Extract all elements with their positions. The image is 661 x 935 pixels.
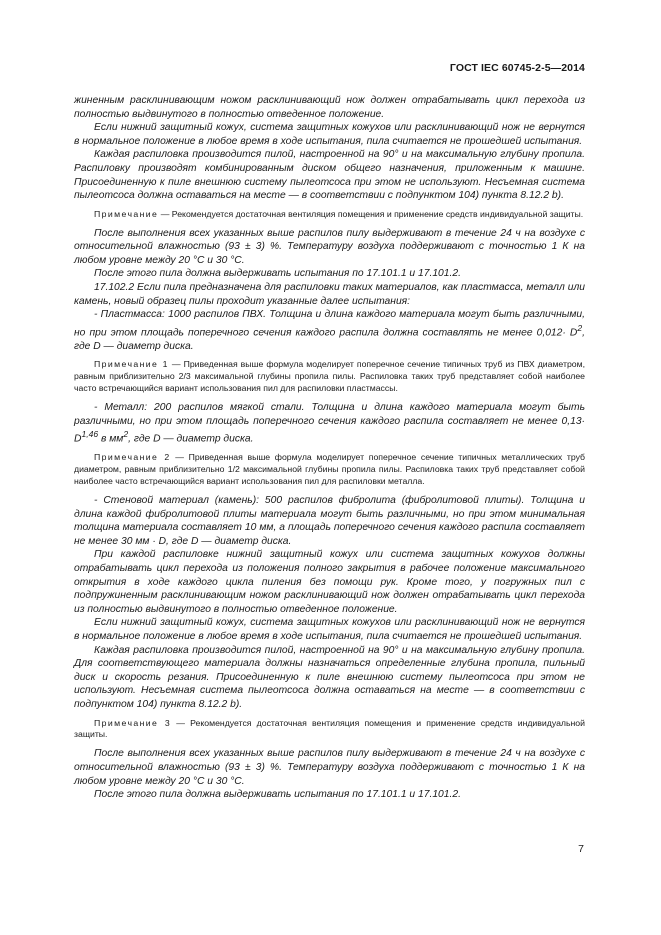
paragraph: Если нижний защитный кожух, система защитных кожухов или расклинивающий нож не вернутся в нормальное положение в любое время в ходе испытания, пила считается не прошедшей испытания. xyxy=(74,617,585,642)
note xyxy=(74,718,585,742)
paragraph: После этого пила должна выдерживать испытания по 17.101.1 и 17.101.2. xyxy=(94,268,461,280)
paragraph: Каждая распиловка производится пилой, настроенной на 90° и на максимальную глубину пропила. Распиловку производят комбинированным диском общего назначения, приложенным к машине. Присоединенную к пиле внешнюю систему пылеотсоса при этом не используют. Несъемная система пылеотсоса должна оставаться на месте — в соответствии с подпунктом 104) пункта 8.12.2 b). xyxy=(74,149,585,202)
page-number: 7 xyxy=(578,843,584,855)
note-label: Примечание 1 xyxy=(94,359,169,370)
paragraph: 17.102.2 Если пила предназначена для распиловки таких материалов, как пластмасса, металл или камень, новый образец пилы проходит указанные далее испытания: xyxy=(74,282,585,307)
paragraph: После этого пила должна выдерживать испытания по 17.101.1 и 17.101.2. xyxy=(94,789,461,801)
note xyxy=(74,452,585,488)
superscript: 2 xyxy=(577,322,583,333)
paragraph: При каждой распиловке нижний защитный кожух или система защитных кожухов должны отрабатывать цикл перехода из положения полного закрытия в рабочее положение максимального открытия в ходе каждого цикла пиления без помощи рук. Кроме того, у погружных пил с подпружиненным расклинивающим ножом расклинивающий нож должен отрабатывать цикл перехода из полностью выдвинутого в полностью отведенное положение. xyxy=(74,549,585,615)
text-run: - Металл: 200 распилов мягкой стали. Толщина и длина каждого материала могут быть различными, но при этом площадь поперечного сечения каждого распила составляет не менее 0,13· D xyxy=(74,402,585,445)
paragraph xyxy=(74,308,585,353)
text-run: , где D — диаметр диска. xyxy=(74,327,585,352)
paragraph: После выполнения всех указанных выше распилов пилу выдерживают в течение 24 ч на воздухе с относительной влажностью (93 ± 3) %. Температуру воздуха поддерживают с точностью 1 К на любом уровне между 20 °С и 30 °С. xyxy=(74,227,585,266)
note-label: Примечание xyxy=(94,208,159,219)
text-run: в мм xyxy=(98,433,124,445)
note-text: — Рекомендуется достаточная вентиляция помещения и применение средств индивидуальной защиты. xyxy=(158,208,584,219)
paragraph: жиненным расклинивающим ножом расклинивающий нож должен отрабатывать цикл перехода из полностью выдвинутого в полностью отведенное положение. xyxy=(74,95,585,120)
note-label: Примечание 2 xyxy=(94,452,171,463)
paragraph: Каждая распиловка производится пилой, настроенной на 90° и на максимальную глубину пропила. Для соответствующего материала должны назначаться определенные глубина пропила, пильный диск и скорость резания. Присоединенную к пиле внешнюю систему пылеотсоса при этом не используют. Несъемная система пылеотсоса должна оставаться на месте — в соответствии с подпунктом 104) пункта 8.12.2 b). xyxy=(74,644,585,710)
text-run: - Пластмасса: 1000 распилов ПВХ. Толщина и длина каждого материала могут быть различными, но при этом площадь поперечного сечения каждого распила должна составлять не менее 0,012· D xyxy=(74,309,585,339)
superscript: 1,46 xyxy=(81,429,99,440)
note xyxy=(74,209,585,221)
note-label: Примечание 3 xyxy=(94,717,172,728)
superscript: 2 xyxy=(123,429,129,440)
paragraph: - Стеновой материал (камень): 500 распилов фибролита (фибролитовой плиты). Толщина и длина каждой фибролитовой плиты материала могут быть различными, но при этом минимальная толщина материала составляет 10 мм, а площадь поперечного сечения каждого распила составляет не менее 30 мм · D, где D — диаметр диска. xyxy=(74,495,585,547)
note-text: — Рекомендуется достаточная вентиляция помещения и применение средств индивидуальной защиты. xyxy=(74,717,585,740)
note-text: — Приведенная выше формула моделирует поперечное сечение типичных металлических труб диаметром, равным приблизительно 1/2 максимальной глубины пропила пилы. Распиловка таких труб представляет собой наиболее часто встречающийся вариант использования пил для распиловки металла. xyxy=(74,452,585,487)
text-run: , где D — диаметр диска. xyxy=(128,433,254,445)
paragraph xyxy=(74,401,585,446)
standard-header: ГОСТ IEC 60745-2-5—2014 xyxy=(449,62,585,74)
page-body xyxy=(74,94,585,802)
note-text: — Приведенная выше формула моделирует поперечное сечение типичных труб из ПВХ диаметром, равным приблизительно 2/3 максимальной глубины пропила пилы. Распиловка таких труб представляет собой наиболее часто встречающийся вариант использования пил для распиловки пластмассы. xyxy=(74,359,585,394)
note xyxy=(74,359,585,395)
paragraph: После выполнения всех указанных выше распилов пилу выдерживают в течение 24 ч на воздухе с относительной влажностью (93 ± 3) %. Температуру воздуха поддерживают с точностью 1 К на любом уровне между 20 °С и 30 °С. xyxy=(74,748,585,787)
paragraph: Если нижний защитный кожух, система защитных кожухов или расклинивающий нож не вернутся в нормальное положение в любое время в ходе испытания, пила считается не прошедшей испытания. xyxy=(74,122,585,147)
